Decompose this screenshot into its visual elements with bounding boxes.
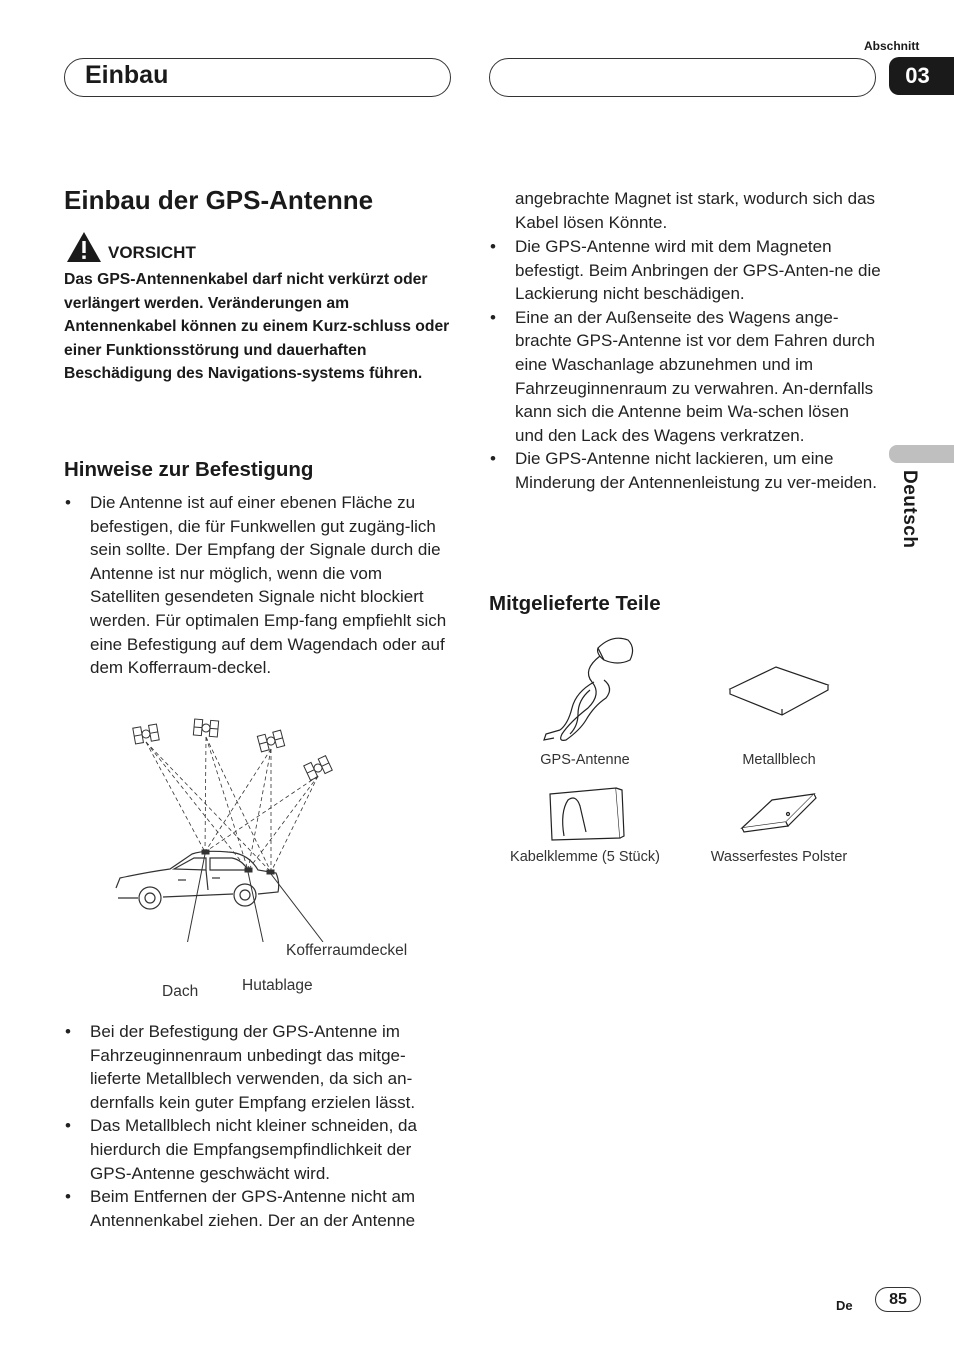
page-number-badge	[875, 1287, 921, 1312]
part-label-cable-clamp: Kabelklemme (5 Stück)	[510, 849, 660, 865]
list-item-continuation: angebrachte Magnet ist stark, wodurch sich das Kabel lösen Könnte.	[515, 189, 876, 232]
waterproof-pad-illustration	[740, 792, 820, 840]
list-item: • Das Metallblech nicht kleiner schneiden, da hierdurch die Empfangsempfindlichkeit der GPS-Antenne geschwächt wird.	[64, 1114, 456, 1185]
mounting-list-right	[489, 235, 881, 495]
list-item: • Die Antenne ist auf einer ebenen Fläche zu befestigen, die für Funkwellen gut zugäng-lich sein sollte. Der Empfang der Signale durch die Antenne ist nur möglich, wenn die vom Satelliten gesendeten Signale nicht blockiert werden. Für optimalen Emp-fang empfiehlt sich eine Befestigung auf dem Wagendach oder auf dem Kofferraum-deckel.	[64, 491, 456, 680]
label-roof: Dach	[162, 983, 199, 1000]
mounting-list-bottom	[64, 1020, 456, 1232]
warning-icon	[66, 231, 102, 263]
list-item: • Die GPS-Antenne wird mit dem Magneten befestigt. Beim Anbringen der GPS-Anten-ne die Lackierung nicht beschädigen.	[489, 235, 881, 306]
header-title: Einbau	[85, 61, 169, 89]
gps-antenna-illustration	[532, 630, 642, 748]
part-label-waterproof-pad: Wasserfestes Polster	[710, 849, 848, 865]
page-title: Einbau der GPS-Antenne	[64, 185, 374, 215]
section-number-badge	[889, 57, 954, 95]
list-item: • Die GPS-Antenne nicht lackieren, um eine Minderung der Antennenleistung zu ver-meiden.	[489, 447, 881, 494]
caution-text: Das GPS-Antennenkabel darf nicht verkürzt oder verlängert werden. Veränderungen am Antennenkabel können zu einem Kurz-schluss oder einer Funktionsstörung und dauerhaften Beschädigung des Navigations-systems führen.	[64, 271, 450, 383]
satellite-icon	[257, 730, 284, 752]
language-label: Deutsch	[899, 470, 920, 549]
list-item: • Eine an der Außenseite des Wagens ange-brachte GPS-Antenne ist vor dem Fahren durch eine Waschanlage abzunehmen und im Fahrzeuginnenraum zu verwahren. An-dernfalls kann sich die Antenne beim Wa-schen lösen und den Lack des Wagens verkratzen.	[489, 306, 881, 448]
page-number: 85	[889, 1290, 907, 1308]
list-item: • Bei der Befestigung der GPS-Antenne im Fahrzeuginnenraum unbedingt das mitge-lieferte Metallblech verwenden, da sich an-dernfalls kein guter Empfang erzielen lässt.	[64, 1020, 456, 1114]
header-blank-frame	[489, 58, 876, 97]
cable-clamp-illustration	[546, 784, 626, 844]
footer-language-code: De	[836, 1298, 853, 1313]
label-trunk-lid: Kofferraumdeckel	[286, 942, 408, 959]
section-number: 03	[905, 63, 930, 88]
antenna-placement-figure	[108, 712, 448, 942]
caution-label: VORSICHT	[108, 243, 196, 262]
language-tab-marker	[889, 445, 954, 463]
part-label-metal-plate: Metallblech	[742, 752, 816, 768]
parts-heading: Mitgelieferte Teile	[489, 592, 661, 615]
list-item: • Beim Entfernen der GPS-Antenne nicht am Antennenkabel ziehen. Der an der Antenne	[64, 1185, 456, 1232]
part-label-gps-antenna: GPS-Antenne	[540, 752, 630, 768]
satellite-icon	[133, 724, 159, 744]
metal-plate-illustration	[726, 663, 832, 719]
satellite-icon	[193, 719, 218, 737]
caution-header	[66, 231, 196, 263]
section-label: Abschnitt	[864, 39, 920, 53]
mounting-list-top	[64, 491, 456, 680]
label-rear-shelf: Hutablage	[242, 977, 313, 994]
mounting-heading: Hinweise zur Befestigung	[64, 458, 314, 481]
